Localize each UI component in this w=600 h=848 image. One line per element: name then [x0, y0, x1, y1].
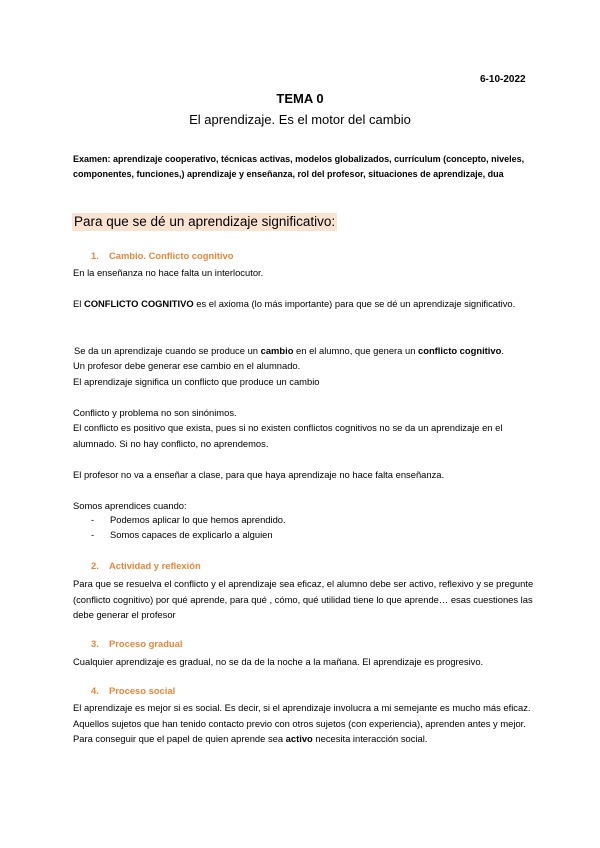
subtitle-text: El aprendizaje. Es el motor del cambio: [189, 112, 411, 127]
section-1-p3-line2: Un profesor debe generar ese cambio en el alumnado.: [73, 360, 301, 371]
p1-bold: activo: [285, 733, 313, 744]
p3-d: conflicto cognitivo: [418, 345, 502, 356]
p3-a: Se da un aprendizaje cuando se produce un: [74, 345, 261, 356]
section-1-p2: [73, 296, 543, 312]
section-4-title: Proceso social: [109, 685, 176, 696]
date: 6-10-2022: [480, 74, 526, 85]
section-1-p5: El profesor no va a enseñar a clase, para que haya aprendizaje no hace falta enseñanza.: [73, 469, 445, 480]
p3-e: .: [501, 345, 504, 356]
main-heading: Para que se dé un aprendizaje significativo:: [74, 214, 336, 229]
section-1-title: Cambio. Conflicto cognitivo: [109, 250, 234, 261]
list-item: [91, 514, 286, 525]
section-2-heading: [91, 560, 201, 571]
section-4-number: 4.: [91, 685, 99, 696]
section-1-p6: Somos aprendices cuando:: [73, 500, 187, 511]
section-1-p3-line3: El aprendizaje significa un conflicto que produce un cambio: [73, 376, 320, 387]
section-3-title: Proceso gradual: [109, 638, 183, 649]
list-item-text: Podemos aplicar lo que hemos aprendido.: [110, 514, 286, 525]
p1-pre: El aprendizaje es mejor si es social. Es decir, si el aprendizaje involucra a mi semejante es mucho más eficaz. Aquellos sujetos que han tenido contacto previo con otros sujetos (con experiencia), aprenden antes y mejor. Para conseguir que el papel de quien aprende sea: [73, 702, 531, 744]
list-item: [91, 529, 273, 540]
section-1-heading: [91, 250, 233, 261]
section-2-number: 2.: [91, 560, 99, 571]
p3-b: cambio: [260, 345, 294, 356]
section-1-p3-line1: [74, 343, 544, 359]
p2-bold: CONFLICTO COGNITIVO: [83, 298, 194, 309]
p3-c: en el alumno, que genera un: [293, 345, 419, 356]
section-3-heading: [91, 638, 182, 649]
section-1-p1: En la enseñanza no hace falta un interlocutor.: [73, 267, 264, 278]
list-item-text: Somos capaces de explicarlo a alguien: [110, 529, 273, 540]
dash-bullet: -: [91, 529, 95, 540]
section-2-title: Actividad y reflexión: [109, 560, 201, 571]
section-3-number: 3.: [91, 638, 99, 649]
section-3-p1: Cualquier aprendizaje es gradual, no se da de la noche a la mañana. El aprendizaje es progresivo.: [73, 656, 484, 667]
exam-topics: Examen: aprendizaje cooperativo, técnicas activas, modelos globalizados, currículum (concepto, niveles, componentes, funciones,) aprendizaje y enseñanza, rol del profesor, situaciones de aprendizaje, dua: [73, 154, 525, 179]
section-2-p1: Para que se resuelva el conflicto y el aprendizaje sea eficaz, el alumno debe ser activo, reflexivo y se pregunte (conflicto cognitivo) por qué aprende, para qué , cómo, qué utilidad tiene lo que aprende… esas cuestiones las debe generar el profesor: [73, 578, 534, 620]
p2-pre: El: [73, 298, 84, 309]
p1-post: necesita interacción social.: [312, 733, 428, 744]
section-1-number: 1.: [91, 250, 99, 261]
p2-post: es el axioma (lo más importante) para que se dé un aprendizaje significativo.: [193, 298, 516, 309]
section-1-p4-line2: El conflicto es positivo que exista, pues si no existen conflictos cognitivos no se da un aprendizaje en el alumnado. Si no hay conflicto, no aprendemos.: [73, 422, 503, 449]
dash-bullet: -: [91, 514, 95, 525]
page-title: TEMA 0: [276, 91, 324, 106]
section-4-heading: [91, 685, 175, 696]
section-4-p1: [73, 700, 543, 747]
section-1-p4-line1: Conflicto y problema no son sinónimos.: [73, 407, 237, 418]
page-subtitle: [0, 112, 600, 127]
